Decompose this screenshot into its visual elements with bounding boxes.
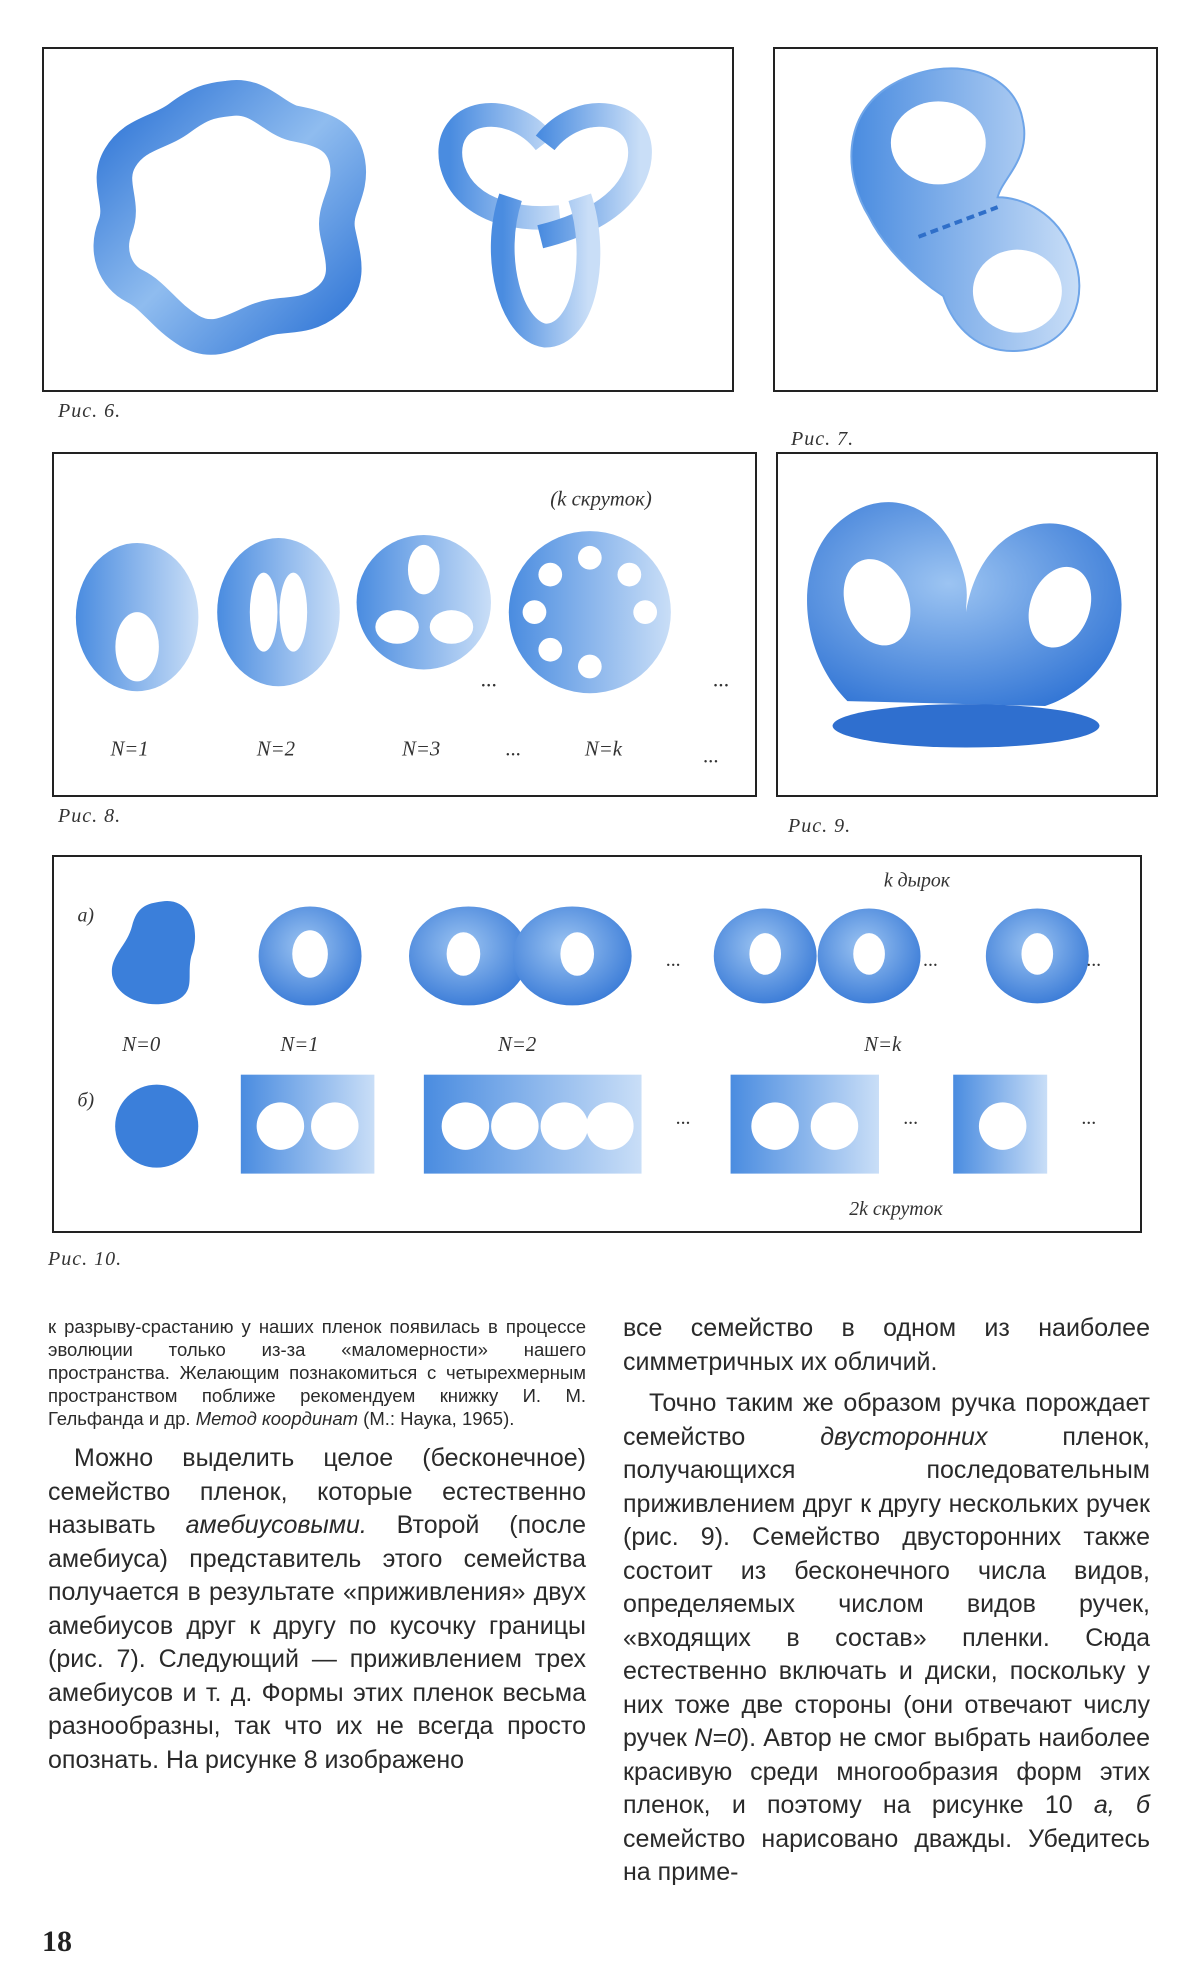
disk-blob — [112, 901, 195, 1004]
band-nk — [731, 1075, 1048, 1174]
figure-8 — [52, 452, 757, 797]
fig8-note: (k скруток) — [550, 488, 652, 511]
fig8-label-dots: ... — [505, 738, 522, 761]
figure-6-caption: Рис. 6. — [58, 400, 122, 422]
footnote: к разрыву-срастанию у наших пленок появилась в процессе эволюции только из-за «маломерности» нашего пространства. Желающим познакомиться с четырехмерным пространством поближе рекомендуем книжку И. М. Гельфанда и др. Метод координат (М.: Наука, 1965). — [48, 1316, 586, 1429]
fig10-row-a: а) — [77, 904, 95, 927]
fig8-dots-1: ... — [481, 667, 498, 692]
right-column — [623, 1312, 1150, 1890]
figure-9-caption: Рис. 9. — [788, 815, 852, 837]
fig8-label-end: ... — [703, 745, 720, 768]
fig10-dots-b2: ... — [903, 1107, 919, 1130]
fig10-label-n1: N=1 — [280, 1032, 319, 1056]
band-n2 — [424, 1075, 642, 1174]
fig10-dots-a3: ... — [1086, 948, 1102, 971]
figure-7-illustration — [775, 49, 1156, 390]
figure-6 — [42, 47, 734, 392]
figure-10-illustration — [54, 857, 1140, 1231]
figure-10 — [52, 855, 1142, 1233]
fig10-note-top: k дырок — [883, 869, 951, 892]
torus-nk — [714, 908, 1089, 1003]
left-column — [48, 1315, 586, 1777]
figure-8-caption: Рис. 8. — [58, 805, 122, 827]
figure-10-caption: Рис. 10. — [48, 1248, 123, 1270]
amoebius-n3 — [357, 535, 491, 669]
fig8-dots-2: ... — [713, 667, 730, 692]
figure-9-illustration — [778, 454, 1156, 795]
fig10-note-bottom: 2k скруток — [849, 1198, 943, 1221]
fig10-dots-b1: ... — [676, 1107, 691, 1130]
wavy-ring — [111, 98, 348, 337]
torus-n1 — [259, 906, 362, 1005]
fig10-row-b: б) — [77, 1089, 95, 1112]
fig10-dots-b3: ... — [1081, 1107, 1097, 1130]
disk-circle — [115, 1085, 198, 1168]
fig10-label-n2: N=2 — [498, 1032, 537, 1056]
figure-9 — [776, 452, 1158, 797]
fig10-label-n0: N=0 — [122, 1032, 161, 1056]
figure-7-caption: Рис. 7. — [791, 428, 855, 450]
figure-7 — [773, 47, 1158, 392]
amoebius-nk — [509, 531, 671, 693]
fig10-label-nk: N=k — [864, 1032, 902, 1056]
figure-8-illustration — [54, 454, 755, 795]
paragraph-amoebius-family: Можно выделить целое (бесконечное) семейство пленок, которые естественно называть амебиусовыми. Второй (после амебиуса) представитель этого семейства получается в результате «приживления» двух амебиусов друг к другу по кусочку границы (рис. 7). Следующий — приживлением трех амебиусов и т. д. Формы этих пленок весьма разнообразны, так что их не всегда просто опознать. На рисунке 8 изображено — [48, 1444, 586, 1774]
fig8-label-n3: N=3 — [402, 738, 441, 761]
figure-6-illustration — [44, 49, 732, 390]
amoebius-n1 — [76, 543, 199, 691]
amoebius-n2 — [217, 538, 340, 686]
page-number: 18 — [42, 1925, 72, 1958]
fig10-dots-a1: ... — [666, 948, 682, 971]
fig8-label-n2: N=2 — [256, 738, 295, 761]
band-n1 — [241, 1075, 375, 1174]
paragraph-two-sided-family: Точно таким же образом ручка порождает семейство двусторонних пленок, получающихся последовательным приживлением друг к другу нескольких ручек (рис. 9). Семейство двусторонних также состоит из бесконечного числа видов, определяемых числом видов ручек, «входящих в состав» пленки. Сюда естественно включать и диски, поскольку у них тоже две стороны (они отвечают числу ручек N=0). Автор не смог выбрать наиболее красивую среди многообразия форм этих пленок, и поэтому на рисунке 10 а, б семейство нарисовано дважды. Убедитесь на приме- — [623, 1389, 1150, 1886]
trefoil-knot — [450, 115, 640, 336]
torus-n2 — [409, 906, 632, 1005]
fig10-dots-a2: ... — [923, 948, 939, 971]
fig8-label-n1: N=1 — [110, 738, 149, 761]
fig8-label-nk: N=k — [584, 738, 622, 761]
paragraph-continuation: все семейство в одном из наиболее симметричных их обличий. — [623, 1314, 1150, 1376]
